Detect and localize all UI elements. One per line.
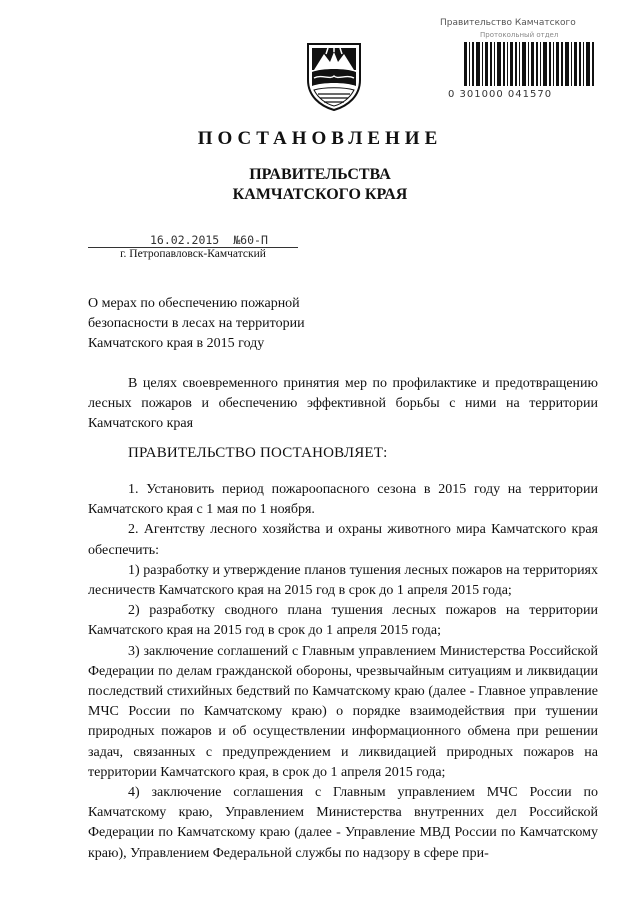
decree-item: 1. Установить период пожароопасного сезона в 2015 году на территории Камчатского края с 1 мая по 1 ноября. — [88, 482, 598, 518]
decree-item: 2. Агентству лесного хозяйства и охраны животного мира Камчатского края обеспечить: — [88, 522, 598, 558]
stamp-dept: Протокольный отдел — [480, 31, 559, 39]
document-city: г. Петропавловск-Камчатский — [120, 248, 266, 260]
document-date: 16.02.2015 — [150, 233, 220, 247]
stamp-org: Правительство Камчатского — [440, 18, 576, 28]
preamble-paragraph: В целях своевременного принятия мер по профилактике и предотвращению лесных пожаров и обеспечению эффективной борьбы с ними на территории Камчатского края — [88, 376, 598, 432]
subject-line: Камчатского края в 2015 году — [88, 336, 265, 351]
registration-stamp — [440, 16, 605, 100]
authority-line-1: ПРАВИТЕЛЬСТВА — [249, 166, 391, 183]
subject-line: О мерах по обеспечению пожарной — [88, 296, 300, 311]
barcode-icon — [464, 42, 594, 86]
subject-line: безопасности в лесах на территории — [88, 316, 305, 331]
date-number-line — [150, 233, 268, 247]
document-type-title: ПОСТАНОВЛЕНИЕ — [197, 128, 443, 149]
document-number: №60-П — [233, 233, 268, 247]
decree-item: 1) разработку и утверждение планов тушения лесных пожаров на территориях лесничеств Камчатского края на 2015 год в срок до 1 апреля 2015 года; — [88, 562, 598, 599]
authority-line-2: КАМЧАТСКОГО КРАЯ — [232, 186, 408, 203]
decree-item: 4) заключение соглашения с Главным управлением МЧС России по Камчатскому краю, Управлением Министерства внутренних дел Российской Федерации по Камчатскому краю (далее - Управление МВД России по Камчатскому краю), Управлением Федеральной службы по надзору в сфере при- — [88, 785, 598, 861]
decree-item: 2) разработку сводного плана тушения лесных пожаров на территории Камчатского края на 2015 год в срок до 1 апреля 2015 года; — [88, 603, 598, 639]
stamp-number: 0 301000 041570 — [448, 89, 553, 100]
kamchatka-coat-of-arms-icon — [302, 40, 366, 112]
decree-items — [88, 480, 598, 864]
document-subject — [88, 294, 388, 354]
decree-heading: ПРАВИТЕЛЬСТВО ПОСТАНОВЛЯЕТ: — [128, 445, 388, 461]
decree-item: 3) заключение соглашений с Главным управлением Министерства Российской Федерации по делам гражданской обороны, чрезвычайным ситуациям и ликвидации последствий стихийных бедствий по Камчатскому краю (далее - Главное управление МЧС России по Камчатскому краю) о порядке взаимодействия при тушении природных пожаров и об осуществлении информационного обмена при решении задач, связанных с предупреждением и ликвидацией природных пожаров на территории Камчатского края, в срок до 1 апреля 2015 года; — [88, 643, 598, 780]
